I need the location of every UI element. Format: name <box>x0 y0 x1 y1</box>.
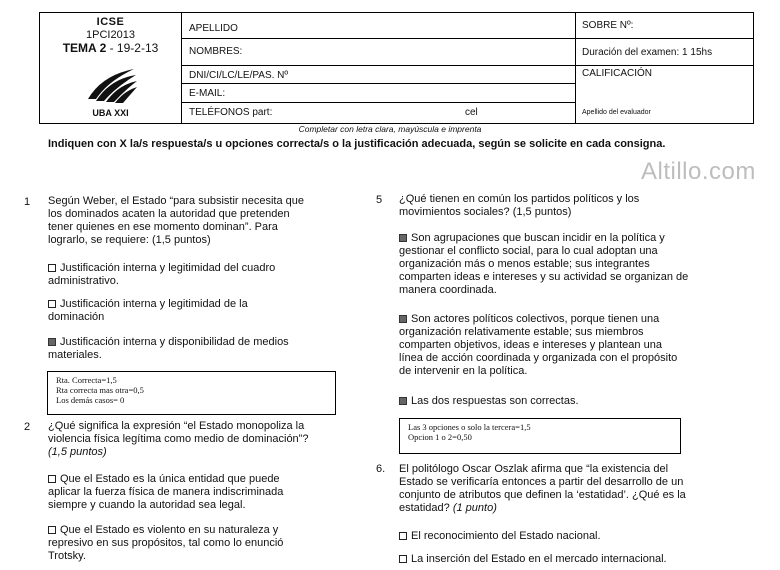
evaluator-label: Apellido del evaluador <box>582 109 651 116</box>
checked-checkbox-icon[interactable] <box>399 315 407 323</box>
student-fields <box>181 13 576 123</box>
q1-line: los dominados acaten la autoridad que pretenden <box>48 208 290 220</box>
q1-option-1[interactable] <box>48 262 275 288</box>
q5-line: ¿Qué tienen en común los partidos políticos y los <box>399 193 640 205</box>
q2-option-2[interactable] <box>48 524 283 563</box>
q1-scoring-box <box>47 371 336 415</box>
uba-logo-icon <box>84 65 138 105</box>
q5-scoring-box <box>399 418 681 454</box>
option-text: administrativo. <box>48 275 119 287</box>
q6-points: (1 punto) <box>452 502 497 514</box>
option-text: comparten ideas e intereses y su actividad se organizan de <box>399 271 689 283</box>
exam-duration: Duración del examen: 1 15hs <box>576 39 753 66</box>
fill-note: Completar con letra clara, mayúscula e imprenta <box>298 124 482 134</box>
option-text: organización más o menos estable; sus integrantes <box>399 258 650 270</box>
logo-tema <box>40 41 181 55</box>
logo-line1: ICSE <box>96 16 125 28</box>
option-text: de intervenir en la política. <box>399 365 528 377</box>
option-text: organización relativamente estable; sus miembros <box>399 326 644 338</box>
checked-checkbox-icon[interactable] <box>48 338 56 346</box>
q6-line: Estado se verificaría entonces a partir del desarrollo de un <box>399 476 684 488</box>
option-text: represivo en sus propósitos, tal como lo enunció <box>48 537 284 549</box>
field-email[interactable]: E-MAIL: <box>181 84 575 103</box>
option-text: gestionar el conflicto social, para lo cual adoptan una <box>399 245 658 257</box>
q6-option-1[interactable] <box>399 530 601 543</box>
option-text: línea de acción coordinada y organizada con el propósito <box>399 352 678 364</box>
q1-line: Según Weber, el Estado “para subsistir necesita que <box>48 195 305 207</box>
q1-text <box>48 195 304 247</box>
checkbox-icon[interactable] <box>399 555 407 563</box>
field-telefonos[interactable] <box>181 103 575 123</box>
option-text: dominación <box>48 311 105 323</box>
q5-option-2[interactable] <box>399 313 677 378</box>
checkbox-icon[interactable] <box>48 300 56 308</box>
header-logo-block <box>40 13 182 123</box>
q2-text <box>48 420 308 459</box>
q5-number: 5 <box>376 194 383 206</box>
option-text: Trotsky. <box>48 550 86 562</box>
option-text: La inserción del Estado en el mercado internacional. <box>411 553 667 565</box>
scoring-line: Las 3 opciones o solo la tercera=1,5 <box>408 422 531 432</box>
field-dni[interactable]: DNI/CI/LC/LE/PAS. Nº <box>181 66 575 84</box>
option-text: Son actores políticos colectivos, porque tienen una <box>411 313 660 325</box>
instructions: Indiquen con X la/s respuesta/s u opciones correcta/s o la justificación adecuada, según se solicite en cada consigna. <box>48 138 666 150</box>
exam-header <box>39 12 754 124</box>
q6-line: conjunto de atributos que definen la ‘estatidad’. ¿Qué es la <box>399 489 686 501</box>
q5-line: movimientos sociales? (1,5 puntos) <box>399 206 572 218</box>
checked-checkbox-icon[interactable] <box>399 234 407 242</box>
option-text: Son agrupaciones que buscan incidir en la política y <box>411 232 665 244</box>
q6-line: El politólogo Oscar Oszlak afirma que “la existencia del <box>399 463 669 475</box>
checkbox-icon[interactable] <box>48 526 56 534</box>
q2-option-1[interactable] <box>48 473 283 512</box>
q1-line: lograrlo, se requiere: (1,5 puntos) <box>48 234 211 246</box>
q2-number: 2 <box>24 421 31 433</box>
q2-line: ¿Qué significa la expresión “el Estado monopoliza la <box>48 420 305 432</box>
checkbox-icon[interactable] <box>48 475 56 483</box>
option-text: Las dos respuestas son correctas. <box>411 395 579 407</box>
field-apellido[interactable]: APELLIDO <box>181 13 575 39</box>
q1-option-2[interactable] <box>48 298 248 324</box>
option-text: comparten objetivos, ideas e intereses y plantean una <box>399 339 662 351</box>
field-nombres[interactable]: NOMBRES: <box>181 39 575 66</box>
option-text: Justificación interna y legitimidad de la <box>60 298 248 310</box>
q6-option-2[interactable] <box>399 553 667 566</box>
option-text: Que el Estado es violento en su naturaleza y <box>60 524 279 536</box>
scoring-line: Rta correcta mas otra=0,5 <box>56 385 144 395</box>
q6-line: estatidad? <box>399 502 450 514</box>
institution-name: UBA XXI <box>92 108 129 118</box>
exam-info <box>576 13 753 123</box>
tema-label: TEMA 2 <box>62 41 107 55</box>
q6-text <box>399 463 686 515</box>
option-text: Que el Estado es la única entidad que puede <box>60 473 280 485</box>
q5-option-3[interactable] <box>399 395 579 408</box>
option-text: aplicar la fuerza física de manera indiscriminada <box>48 486 284 498</box>
option-text: materiales. <box>48 349 102 361</box>
q6-number: 6. <box>376 463 386 475</box>
grade-label: CALIFICACIÓN <box>582 68 653 79</box>
option-text: siempre y cuando la autoridad sea legal. <box>48 499 246 511</box>
scoring-line: Opcion 1 o 2=0,50 <box>408 432 472 442</box>
q1-line: tener quienes en ese momento dominan”. Para <box>48 221 278 233</box>
scoring-line: Rta. Correcta=1,5 <box>56 375 117 385</box>
checked-checkbox-icon[interactable] <box>399 397 407 405</box>
option-text: Justificación interna y disponibilidad de medios <box>60 336 289 348</box>
watermark: Altillo.com <box>641 158 756 185</box>
tema-date: - 19-2-13 <box>106 41 159 55</box>
checkbox-icon[interactable] <box>48 264 56 272</box>
checkbox-icon[interactable] <box>399 532 407 540</box>
q5-text <box>399 193 639 219</box>
q5-option-1[interactable] <box>399 232 688 297</box>
q2-points: (1,5 puntos) <box>48 446 107 458</box>
cel-label: cel <box>465 107 478 118</box>
q1-option-3[interactable] <box>48 336 289 362</box>
q2-line: violencia física legítima como medio de dominación”? <box>48 433 309 445</box>
telefonos-label: TELÉFONOS part: <box>189 107 273 118</box>
scoring-line: Los demás casos= 0 <box>56 395 125 405</box>
sobre-number: SOBRE Nº: <box>576 13 753 39</box>
option-text: manera coordinada. <box>399 284 497 296</box>
option-text: Justificación interna y legitimidad del cuadro <box>60 262 276 274</box>
logo-code: 1PCI2013 <box>86 29 135 41</box>
q1-number: 1 <box>24 196 31 208</box>
option-text: El reconocimiento del Estado nacional. <box>411 530 601 542</box>
